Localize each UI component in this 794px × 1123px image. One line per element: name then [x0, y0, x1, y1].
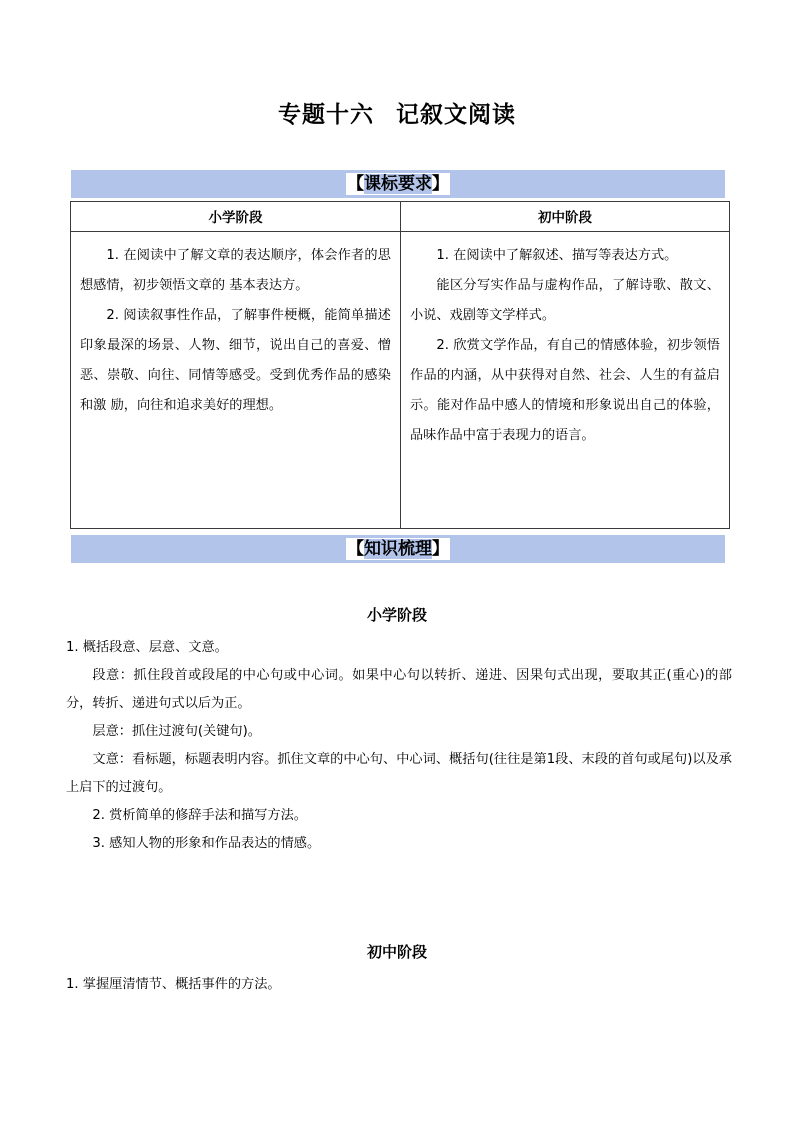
- junior-requirement-item-2: 2. 欣赏文学作品，有自己的情感体验，初步领悟作品的内涵，从中获得对自然、社会、人生的有益启示。能对作品中感人的情境和形象说出自己的体验，品味作品中富于表现力的语言。: [410, 338, 720, 443]
- section-heading-junior: 初中阶段: [366, 943, 427, 961]
- bracket-close-icon: 】: [432, 539, 449, 559]
- bracket-open-icon: 【: [347, 539, 364, 559]
- primary-requirement-body: [71, 232, 400, 435]
- bracket-open-icon: 【: [347, 174, 364, 194]
- knowledge-paragraph: 段意：抓住段首或段尾的中心句或中心词。如果中心句以转折、递进、因果句式出现，要取其正(重心)的部分，转折、递进句式以后为正。: [66, 668, 732, 711]
- table-header-primary: 小学阶段: [71, 202, 401, 232]
- banner-requirement-label: [346, 173, 450, 195]
- requirement-table: [70, 201, 730, 529]
- knowledge-primary-body: [66, 634, 732, 858]
- junior-requirement-item-1b: 能区分写实作品与虚构作品，了解诗歌、散文、小说、戏剧等文学样式。: [410, 278, 720, 323]
- page-title: [0, 96, 794, 129]
- knowledge-paragraph: 层意：抓住过渡句(关键句)。: [92, 724, 261, 739]
- table-header-junior: 初中阶段: [401, 202, 730, 232]
- table-cell-primary: [71, 232, 401, 529]
- section-heading-primary: 小学阶段: [366, 606, 427, 624]
- page-title-sub: 记叙文阅读: [396, 102, 516, 128]
- bracket-close-icon: 】: [432, 174, 449, 194]
- knowledge-junior-body: [66, 971, 732, 999]
- junior-requirement-body: [401, 232, 729, 465]
- knowledge-paragraph: 3. 感知人物的形象和作品表达的情感。: [92, 836, 321, 851]
- banner-knowledge: [71, 535, 725, 563]
- knowledge-paragraph: 文意：看标题，标题表明内容。抓住文章的中心句、中心词、概括句(往往是第1段、末段的首句或尾句)以及承上启下的过渡句。: [66, 752, 732, 795]
- banner-knowledge-text: 知识梳理: [364, 539, 432, 559]
- banner-requirement: [71, 170, 725, 198]
- knowledge-paragraph: 1. 掌握厘清情节、概括事件的方法。: [66, 977, 281, 992]
- banner-knowledge-label: [346, 538, 450, 560]
- knowledge-paragraph: 2. 赏析简单的修辞手法和描写方法。: [92, 808, 307, 823]
- page-title-main: 专题十六: [278, 102, 374, 128]
- table-cell-junior: [401, 232, 730, 529]
- junior-requirement-item-1: 1. 在阅读中了解叙述、描写等表达方式。: [436, 248, 678, 263]
- banner-requirement-text: 课标要求: [364, 174, 432, 194]
- table-header-row: [71, 202, 730, 232]
- knowledge-paragraph: 1. 概括段意、层意、文意。: [66, 640, 228, 655]
- table-row: [71, 232, 730, 529]
- primary-requirement-item-1: 1. 在阅读中了解文章的表达顺序，体会作者的思想感情，初步领悟文章的 基本表达方。: [80, 248, 391, 293]
- primary-requirement-item-2: 2. 阅读叙事性作品，了解事件梗概，能简单描述印象最深的场景、人物、细节，说出自己的喜爱、憎恶、崇敬、向往、同情等感受。受到优秀作品的感染和激 励，向往和追求美好的理想。: [80, 308, 391, 413]
